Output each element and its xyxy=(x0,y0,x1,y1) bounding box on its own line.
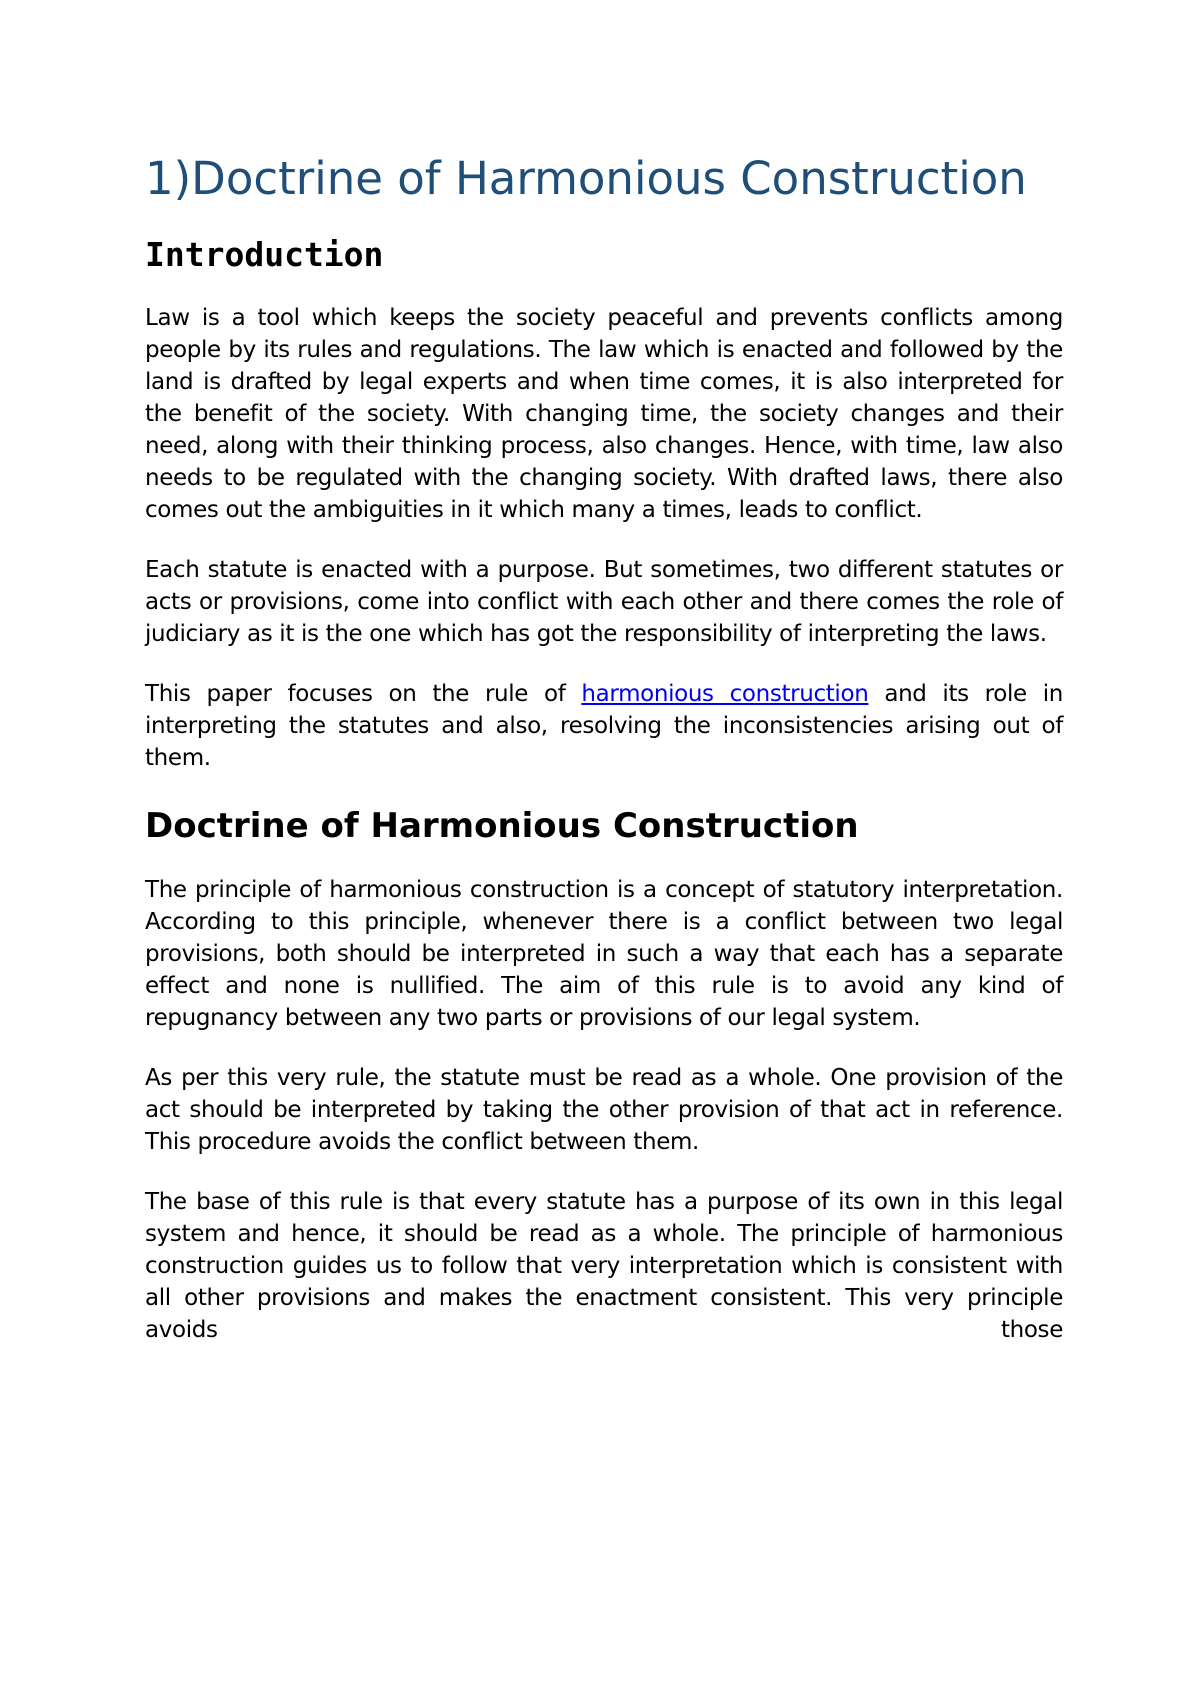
harmonious-construction-link[interactable]: harmonious construction xyxy=(581,681,869,707)
doctrine-paragraph-3: The base of this rule is that every statute has a purpose of its own in this legal system and hence, it should be read as a whole. The principle of harmonious construction guides us to follow that very interpretation which is consistent with all other provisions and makes the enactment consistent. This very principle avoids those xyxy=(145,1189,1063,1343)
focus-text-after-link: and its role in interpreting the statutes and also, resolving the inconsistencies arising out of them. xyxy=(145,681,1064,771)
intro-paragraph-1: Law is a tool which keeps the society peaceful and prevents conflicts among people by its rules and regulations. The law which is enacted and followed by the land is drafted by legal experts and when time comes, it is also interpreted for the benefit of the society. With changing time, the society changes and their need, along with their thinking process, also changes. Hence, with time, law also needs to be regulated with the changing society. With drafted laws, there also comes out the ambiguities in it which many a times, leads to conflict. xyxy=(145,305,1063,523)
doctrine-paragraph-1: The principle of harmonious construction is a concept of statutory interpretation. According to this principle, whenever there is a conflict between two legal provisions, both should be interpreted in such a way that each has a separate effect and none is nullified. The aim of this rule is to avoid any kind of repugnancy between any two parts or provisions of our legal system. xyxy=(145,877,1063,1031)
intro-paragraph-2: Each statute is enacted with a purpose. But sometimes, two different statutes or acts or provisions, come into conflict with each other and there comes the role of judiciary as it is the one which has got the responsibility of interpreting the laws. xyxy=(145,557,1063,647)
introduction-heading: Introduction xyxy=(145,235,384,274)
doctrine-paragraph-2: As per this very rule, the statute must be read as a whole. One provision of the act should be interpreted by taking the other provision of that act in reference. This procedure avoids the conflict between them. xyxy=(145,1065,1063,1155)
document-title: 1)Doctrine of Harmonious Construction xyxy=(145,152,1027,205)
document-page xyxy=(145,148,1063,1346)
focus-text-before-link: This paper focuses on the rule of xyxy=(145,681,582,707)
focus-paragraph xyxy=(145,678,1063,774)
doctrine-section-heading: Doctrine of Harmonious Construction xyxy=(145,806,859,846)
